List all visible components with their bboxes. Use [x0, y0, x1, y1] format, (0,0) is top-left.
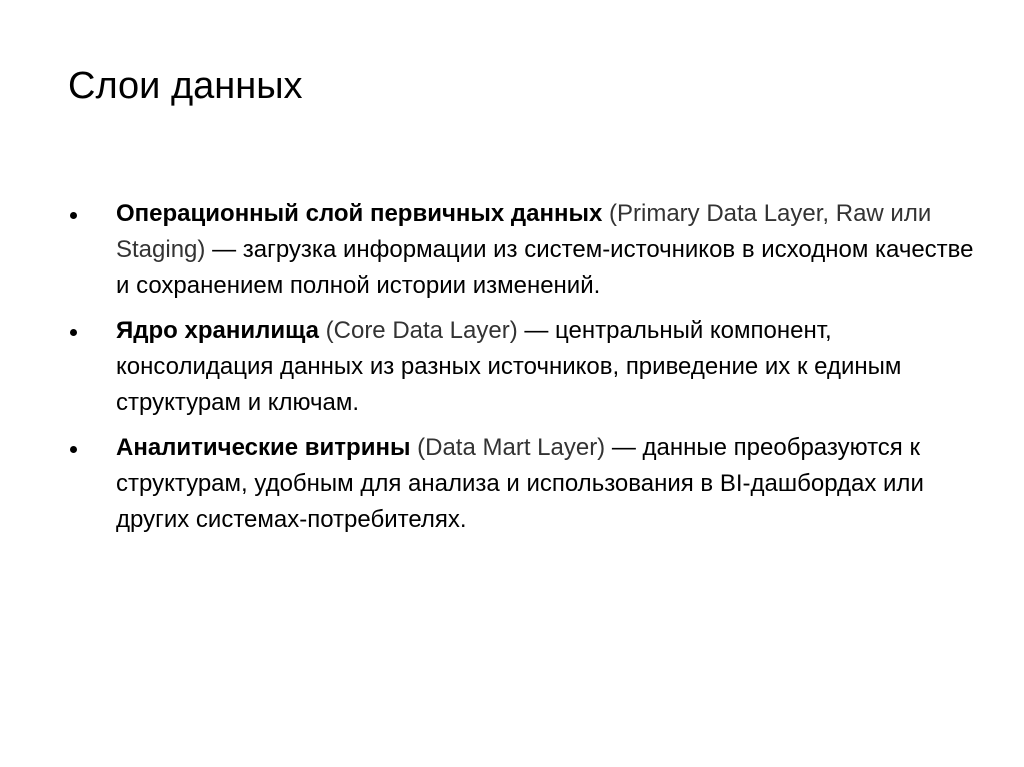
bullet-item-core-layer [68, 313, 988, 421]
bullet-english-name: (Data Mart Layer) [417, 434, 606, 461]
bullet-description: — загрузка информации из систем-источников в исходном качестве и сохранением полной истории изменений. [116, 236, 974, 299]
bullet-dot-icon [70, 212, 77, 219]
bullet-english-name: (Primary Data Layer, Raw или Staging) [116, 200, 932, 263]
bullet-item-data-mart-layer [68, 430, 988, 538]
bullet-term: Операционный слой первичных данных [116, 200, 603, 227]
bullet-english-name: (Core Data Layer) [325, 317, 518, 344]
bullet-list [68, 196, 988, 547]
bullet-dot-icon [70, 446, 77, 453]
bullet-term: Аналитические витрины [116, 434, 411, 461]
bullet-item-primary-layer [68, 196, 988, 304]
bullet-term: Ядро хранилища [116, 317, 319, 344]
bullet-dot-icon [70, 329, 77, 336]
bullet-description: — центральный компонент, консолидация данных из разных источников, приведение их к единым структурам и ключам. [116, 317, 902, 416]
bullet-description: — данные преобразуются к структурам, удобным для анализа и использования в BI-дашбордах или других системах-потребителях. [116, 434, 924, 533]
slide-title: Слои данных [68, 65, 303, 107]
